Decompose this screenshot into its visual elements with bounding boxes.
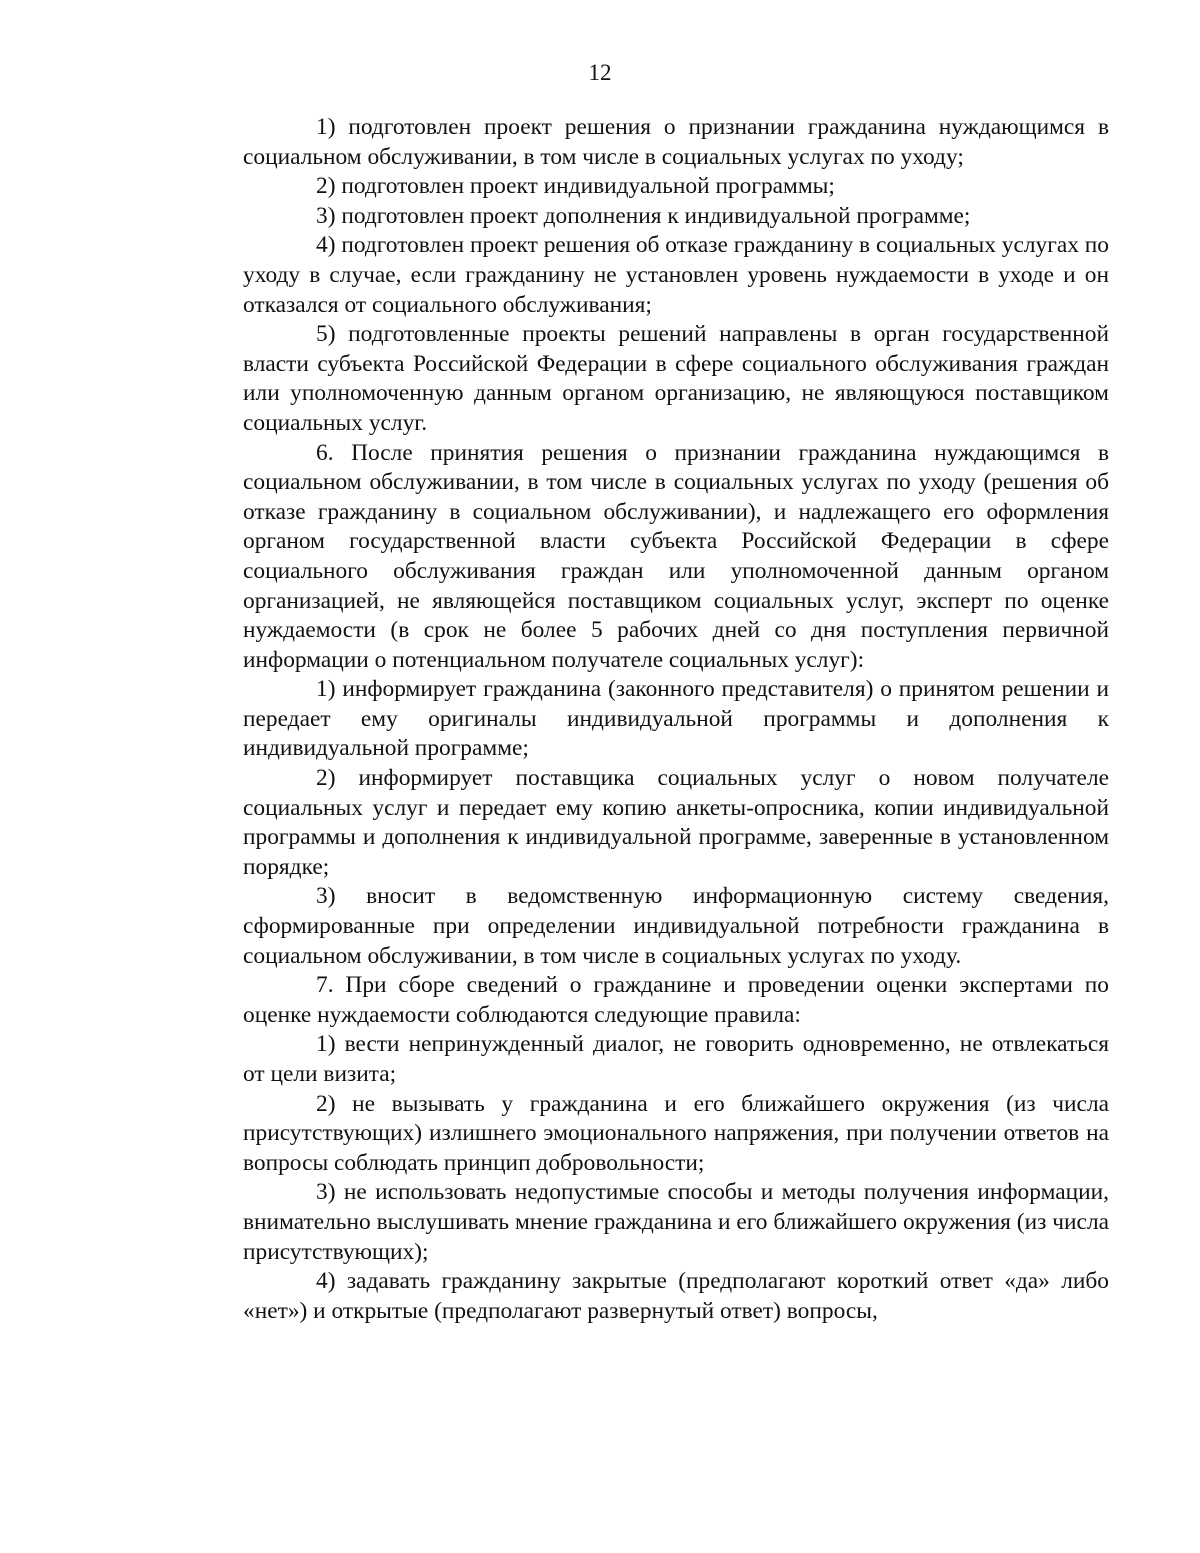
paragraph-section-7-item-1: 1) вести непринужденный диалог, не говорить одновременно, не отвлекаться от цели визита; [243, 1031, 1109, 1087]
paragraph-item-1: 1) подготовлен проект решения о признании гражданина нуждающимся в социальном обслуживании, в том числе в социальных услугах по уходу; [243, 114, 1109, 170]
paragraph-section-6-item-1: 1) информирует гражданина (законного представителя) о принятом решении и передает ему оригиналы индивидуальной программы и дополнения к индивидуальной программе; [243, 676, 1109, 762]
page-number: 12 [588, 60, 612, 85]
document-body [243, 113, 1109, 1326]
paragraph-section-7-item-3: 3) не использовать недопустимые способы и методы получения информации, внимательно выслушивать мнение гражданина и его ближайшего окружения (из числа присутствующих); [243, 1179, 1109, 1265]
paragraph-item-2: 2) подготовлен проект индивидуальной программы; [316, 173, 835, 200]
paragraph-section-6-item-2: 2) информирует поставщика социальных услуг о новом получателе социальных услуг и передает ему копию анкеты-опросника, копии индивидуальной программы и дополнения к индивидуальной программе, заверенные в установленном порядке; [243, 765, 1109, 880]
paragraph-section-7-item-2: 2) не вызывать у гражданина и его ближайшего окружения (из числа присутствующих) излишнего эмоционального напряжения, при получении ответов на вопросы соблюдать принцип добровольности; [243, 1090, 1109, 1176]
paragraph-section-6-item-3: 3) вносит в ведомственную информационную систему сведения, сформированные при определении индивидуальной потребности гражданина в социальном обслуживании, в том числе в социальных услугах по уходу. [243, 883, 1109, 969]
paragraph-section-7-item-4: 4) задавать гражданину закрытые (предполагают короткий ответ «да» либо «нет») и открытые (предполагают развернутый ответ) вопросы, [243, 1268, 1109, 1324]
paragraph-section-6: 6. После принятия решения о признании гражданина нуждающимся в социальном обслуживании, в том числе в социальных услугах по уходу (решения об отказе гражданину в социальном обслуживании), и надлежащего его оформления органом государственной власти субъекта Российской Федерации в сфере социального обслуживания граждан или уполномоченной данным органом организацией, не являющейся поставщиком социальных услуг, эксперт по оценке нуждаемости (в срок не более 5 рабочих дней со дня поступления первичной информации о потенциальном получателе социальных услуг): [243, 439, 1109, 673]
paragraph-item-5: 5) подготовленные проекты решений направлены в орган государственной власти субъекта Российской Федерации в сфере социального обслуживания граждан или уполномоченную данным органом организацию, не являющуюся поставщиком социальных услуг. [243, 321, 1109, 436]
paragraph-item-4: 4) подготовлен проект решения об отказе гражданину в социальных услугах по уходу в случае, если гражданину не установлен уровень нуждаемости в уходе и он отказался от социального обслуживания; [243, 232, 1109, 318]
paragraph-section-7: 7. При сборе сведений о гражданине и проведении оценки экспертами по оценке нуждаемости соблюдаются следующие правила: [243, 972, 1109, 1028]
paragraph-item-3: 3) подготовлен проект дополнения к индивидуальной программе; [316, 202, 971, 229]
